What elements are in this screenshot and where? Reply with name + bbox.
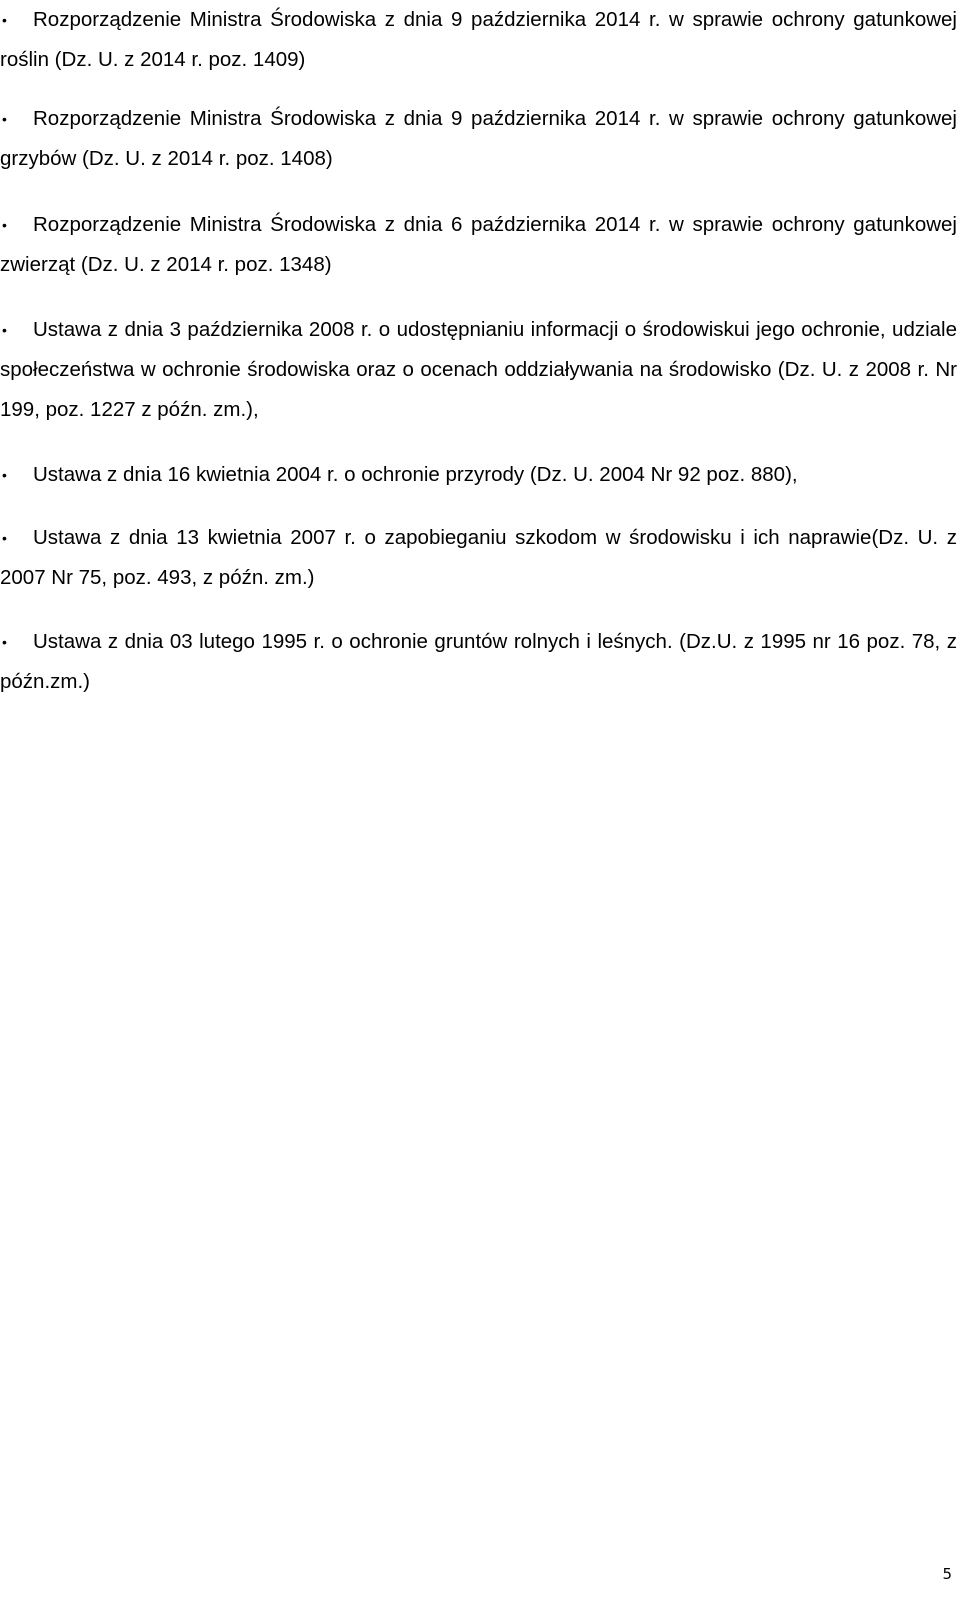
list-item-text: Ustawa z dnia 16 kwietnia 2004 r. o ochronie przyrody (Dz. U. 2004 Nr 92 poz. 880),	[33, 463, 798, 486]
bullet-icon: •	[2, 217, 7, 233]
list-item	[0, 0, 957, 80]
list-item	[0, 310, 957, 430]
list-item	[0, 518, 957, 598]
list-item-text: Rozporządzenie Ministra Środowiska z dnia 6 października 2014 r. w sprawie ochrony gatunkowej zwierząt (Dz. U. z 2014 r. poz. 1348)	[0, 213, 957, 276]
list-item-text: Ustawa z dnia 3 października 2008 r. o udostępnianiu informacji o środowiskui jego ochronie, udziale społeczeństwa w ochronie środowiska oraz o ocenach oddziaływania na środowisko (Dz. U. z 2008 r. Nr 199, poz. 1227 z późn. zm.),	[0, 318, 957, 421]
list-item	[0, 205, 957, 285]
bullet-icon: •	[2, 530, 7, 546]
bullet-icon: •	[2, 322, 7, 338]
list-item	[0, 99, 957, 179]
bullet-icon: •	[2, 467, 7, 483]
list-item	[0, 622, 957, 702]
bullet-icon: •	[2, 111, 7, 127]
list-item-text: Ustawa z dnia 13 kwietnia 2007 r. o zapobieganiu szkodom w środowisku i ich naprawie(Dz. U. z 2007 Nr 75, poz. 493, z późn. zm.)	[0, 526, 957, 589]
list-item-text: Ustawa z dnia 03 lutego 1995 r. o ochronie gruntów rolnych i leśnych. (Dz.U. z 1995 nr 16 poz. 78, z późn.zm.)	[0, 630, 957, 693]
list-item-text: Rozporządzenie Ministra Środowiska z dnia 9 października 2014 r. w sprawie ochrony gatunkowej roślin (Dz. U. z 2014 r. poz. 1409)	[0, 8, 957, 71]
list-item-text: Rozporządzenie Ministra Środowiska z dnia 9 października 2014 r. w sprawie ochrony gatunkowej grzybów (Dz. U. z 2014 r. poz. 1408)	[0, 107, 957, 170]
page-number: 5	[942, 1565, 952, 1583]
bullet-icon: •	[2, 12, 7, 28]
bullet-icon: •	[2, 634, 7, 650]
list-item	[0, 455, 957, 495]
